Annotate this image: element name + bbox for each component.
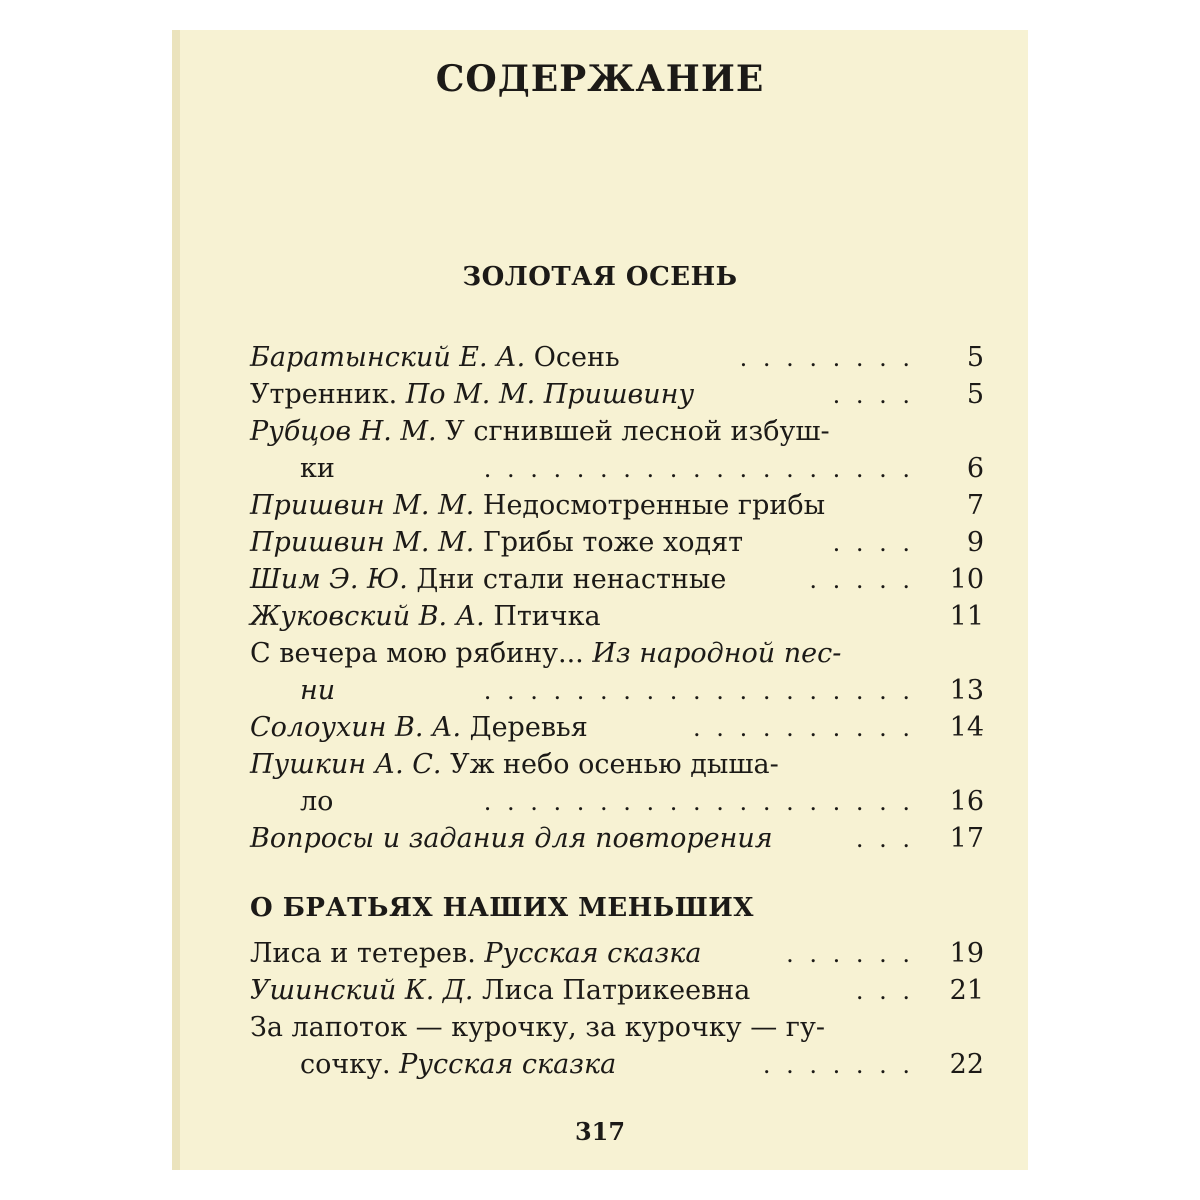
entry-author: Пушкин А. С. — [250, 749, 442, 780]
toc-entry — [250, 340, 984, 376]
toc-entry — [250, 377, 984, 413]
entry-title: С вечера мою рябину... — [250, 638, 593, 669]
entry-page-number: 14 — [949, 712, 984, 743]
entry-author: Солоухин В. А. — [250, 712, 462, 743]
toc-entry — [250, 636, 984, 672]
toc-entry — [250, 414, 984, 450]
entry-page-number: 5 — [966, 379, 984, 410]
dot-leader: . . . . . . . . . . . . . . . . . . . — [483, 788, 914, 816]
toc-entry — [250, 747, 984, 783]
toc-entry — [250, 1010, 984, 1046]
entry-title: Недосмотренные грибы — [474, 490, 826, 521]
dot-leader: . . . . . — [809, 566, 914, 594]
entry-title: За лапоток — курочку, за курочку — гу- — [250, 1012, 825, 1043]
entry-author: Ушинский К. Д. — [250, 975, 474, 1006]
entry-title: Деревья — [461, 712, 588, 743]
entry-author: Пришвин М. М. — [250, 527, 475, 558]
dot-leader: . . . . — [832, 529, 914, 557]
dot-leader: . . . . — [832, 381, 914, 409]
entry-title: сочку. — [300, 1049, 400, 1080]
dot-leader: . . . . . . . . . . — [693, 714, 914, 742]
dot-leader: . . . . . . . . . . . . . . . . . . . — [483, 455, 914, 483]
entry-title: Лиса Патрикеевна — [473, 975, 751, 1006]
entry-source: Русская сказка — [484, 938, 702, 969]
dot-leader: . . . — [855, 825, 914, 853]
entry-title: Утренник. — [250, 379, 406, 410]
toc-entry — [250, 488, 984, 524]
entry-title: Вопросы и задания для повторения — [250, 823, 773, 854]
toc-entry — [250, 525, 984, 561]
page-number-folio: 317 — [574, 1117, 626, 1146]
entry-author: Баратынский Е. А. — [250, 342, 526, 373]
section-heading-our-smaller-brothers: О БРАТЬЯХ НАШИХ МЕНЬШИХ — [250, 893, 754, 923]
entry-page-number: 7 — [966, 490, 984, 521]
entry-title: Уж небо осенью дыша- — [441, 749, 779, 780]
entry-page-number: 10 — [949, 564, 984, 595]
entry-source: Из народной пес- — [592, 638, 842, 669]
entry-title: Лиса и тетерев. — [250, 938, 485, 969]
entry-author: Пришвин М. М. — [250, 490, 475, 521]
dot-leader: . . . — [855, 977, 914, 1005]
entry-page-number: 6 — [966, 453, 984, 484]
dot-leader: . . . . . . — [786, 940, 914, 968]
entry-page-number: 11 — [949, 601, 984, 632]
entry-title: ло — [300, 786, 334, 817]
dot-leader: . . . . . . . . . . . . . . . . . . . — [483, 677, 914, 705]
entry-title: У сгнившей лесной избуш- — [436, 416, 830, 447]
dot-leader: . . . . . . . . — [739, 344, 914, 372]
entry-title: Осень — [525, 342, 620, 373]
toc-entry-continuation — [300, 673, 984, 709]
toc-entry-continuation — [300, 1047, 984, 1083]
toc-entry — [250, 599, 984, 635]
page-edge — [172, 30, 180, 1170]
toc-entry-continuation — [300, 451, 984, 487]
page-title: СОДЕРЖАНИЕ — [435, 58, 765, 100]
toc-entry — [250, 973, 984, 1009]
toc-entry — [250, 821, 984, 857]
entry-source: ни — [300, 675, 336, 706]
entry-source: Русская сказка — [399, 1049, 617, 1080]
entry-page-number: 17 — [949, 823, 984, 854]
dot-leader: . . . . . . . — [762, 1051, 914, 1079]
entry-page-number: 22 — [949, 1049, 984, 1080]
entry-page-number: 9 — [966, 527, 984, 558]
entry-page-number: 21 — [949, 975, 984, 1006]
entry-page-number: 16 — [949, 786, 984, 817]
entry-author: Жуковский В. А. — [250, 601, 485, 632]
entry-page-number: 5 — [966, 342, 984, 373]
entry-title: Птичка — [484, 601, 601, 632]
entry-author: Рубцов Н. М. — [250, 416, 437, 447]
entry-page-number: 13 — [949, 675, 984, 706]
toc-entry-continuation — [300, 784, 984, 820]
entry-author: Шим Э. Ю. — [250, 564, 408, 595]
entry-title: Грибы тоже ходят — [474, 527, 744, 558]
toc-entry — [250, 936, 984, 972]
section-heading-golden-autumn: ЗОЛОТАЯ ОСЕНЬ — [462, 262, 738, 292]
entry-title: Дни стали ненастные — [407, 564, 727, 595]
toc-entry — [250, 710, 984, 746]
entry-source: По М. М. Пришвину — [405, 379, 695, 410]
entry-page-number: 19 — [949, 938, 984, 969]
entry-title: ки — [300, 453, 335, 484]
toc-entry — [250, 562, 984, 598]
